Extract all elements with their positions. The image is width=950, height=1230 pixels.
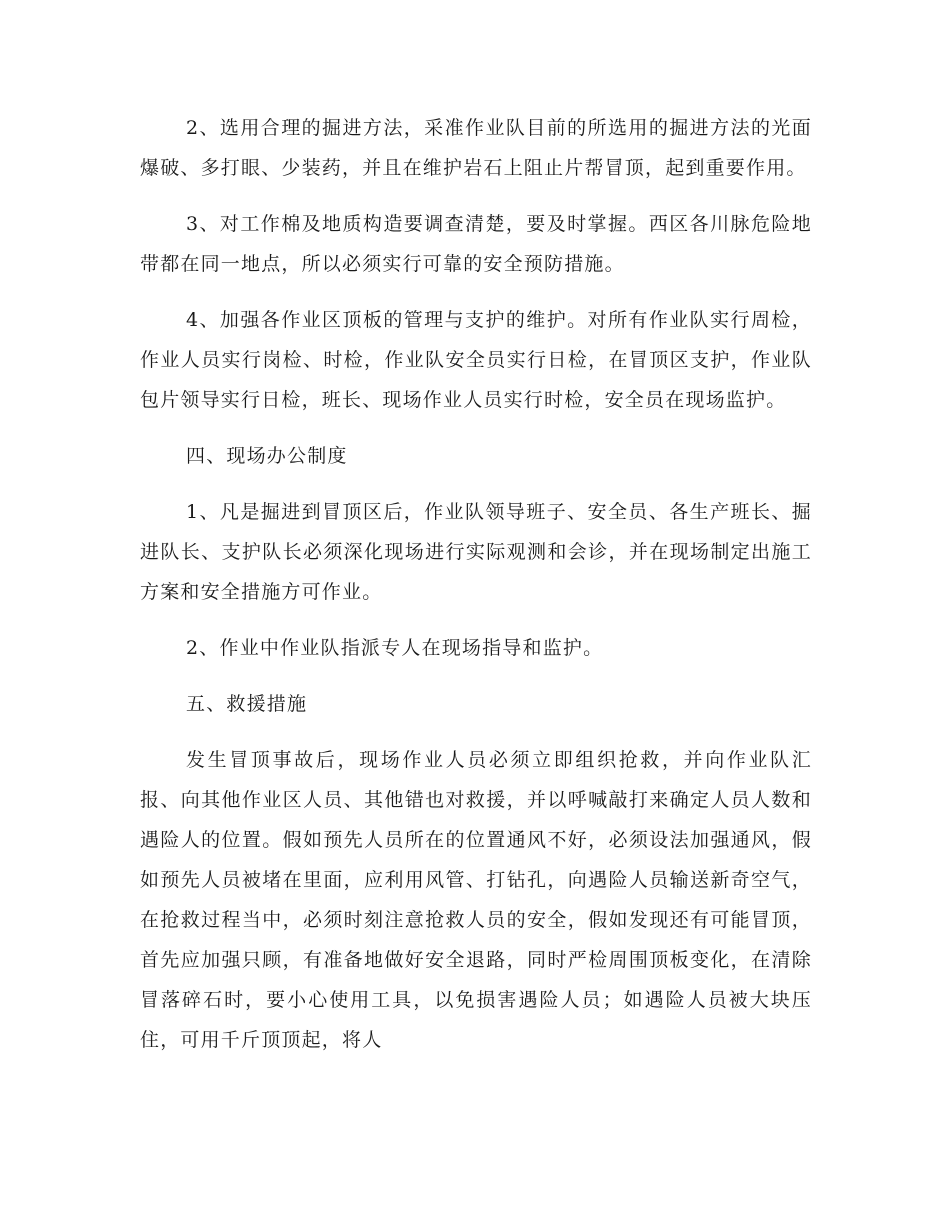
paragraph-item-2: 2、选用合理的掘进方法，采准作业队目前的所选用的掘进方法的光面爆破、多打眼、少装药，并且在维护岩石上阻止片帮冒顶，起到重要作用。 [140,117,812,179]
paragraph-onsite-1: 1、凡是掘进到冒顶区后，作业队领导班子、安全员、各生产班长、掘进队长、支护队长必须深化现场进行实际观测和会诊，并在现场制定出施工方案和安全措施方可作业。 [140,501,812,603]
paragraph-item-4: 4、加强各作业区顶板的管理与支护的维护。对所有作业队实行周检，作业人员实行岗检、时检，作业队安全员实行日检，在冒顶区支护，作业队包片领导实行日检，班长、现场作业人员实行时检，安全员在现场监护。 [140,309,812,411]
paragraph-onsite-2: 2、作业中作业队指派专人在现场指导和监护。 [186,637,604,659]
paragraph-item-3: 3、对工作棉及地质构造要调查清楚，要及时掌握。西区各川脉危险地带都在同一地点，所以必须实行可靠的安全预防措施。 [140,213,812,275]
document-body [140,108,812,1076]
section-heading-4: 四、现场办公制度 [186,445,348,467]
paragraph-rescue: 发生冒顶事故后，现场作业人员必须立即组织抢救，并向作业队汇报、向其他作业区人员、其他错也对救援，并以呼喊敲打来确定人员人数和遇险人的位置。假如预先人员所在的位置通风不好，必须设法加强通风，假如预先人员被堵在里面，应利用风管、打钻孔，向遇险人员输送新奇空气，在抢救过程当中，必须时刻注意抢救人员的安全，假如发现还有可能冒顶，首先应加强只顾，有准备地做好安全退路，同时严检周围顶板变化，在清除冒落碎石时，要小心使用工具，以免损害遇险人员；如遇险人员被大块压住，可用千斤顶顶起，将人 [140,749,812,1051]
section-heading-5: 五、救援措施 [186,693,308,715]
